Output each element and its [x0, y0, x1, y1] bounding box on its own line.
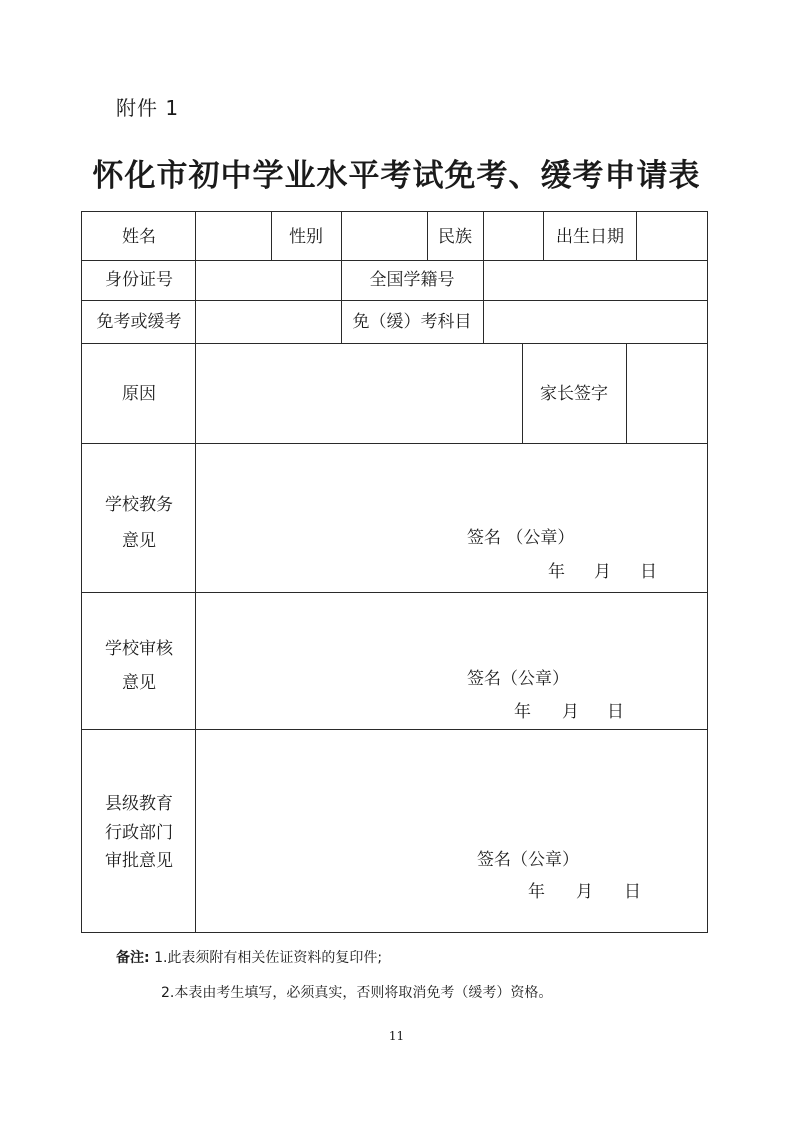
- table-border-bottom: [81, 932, 708, 933]
- column-divider: [341, 211, 342, 344]
- ethnicity-label: 民族: [438, 227, 472, 247]
- student-registry-label: 全国学籍号: [369, 270, 455, 290]
- table-border-top: [81, 211, 708, 212]
- page-number: 11: [388, 1029, 405, 1043]
- signature-seal-label: 签名 （公章）: [467, 528, 575, 548]
- name-label: 姓名: [122, 227, 156, 247]
- table-border-left: [81, 211, 82, 933]
- year-label: 年: [514, 702, 531, 722]
- year-label: 年: [548, 562, 565, 582]
- academic-affairs-label: 学校教务: [105, 495, 173, 515]
- subject-label: 免（缓）考科目: [352, 312, 472, 332]
- county-approval-label: 县级教育: [105, 794, 173, 814]
- row-divider: [81, 443, 708, 444]
- county-approval-label: 行政部门: [105, 823, 173, 843]
- row-divider: [81, 729, 708, 730]
- note-1: 1.此表须附有相关佐证资料的复印件;: [154, 950, 383, 966]
- month-label: 月: [562, 702, 579, 722]
- column-divider: [636, 211, 637, 261]
- row-divider: [81, 260, 708, 261]
- column-divider: [483, 211, 484, 344]
- exemption-or-deferral-label: 免考或缓考: [96, 312, 182, 332]
- note-line-1: [116, 947, 382, 967]
- day-label: 日: [607, 702, 624, 722]
- parent-signature-label: 家长签字: [540, 384, 608, 404]
- month-label: 月: [594, 562, 611, 582]
- row-divider: [81, 300, 708, 301]
- attachment-label: 附件 1: [116, 96, 180, 120]
- form-title: 怀化市初中学业水平考试免考、缓考申请表: [92, 158, 701, 194]
- day-label: 日: [640, 562, 657, 582]
- id-number-label: 身份证号: [105, 270, 173, 290]
- school-review-label: 意见: [122, 673, 156, 693]
- signature-seal-label: 签名（公章）: [467, 669, 569, 689]
- table-border-right: [707, 211, 708, 933]
- row-divider: [81, 343, 708, 344]
- row-divider: [81, 592, 708, 593]
- note-2: 2.本表由考生填写，必须真实，否则将取消免考（缓考）资格。: [161, 985, 553, 1001]
- column-divider: [195, 211, 196, 933]
- notes-prefix: 备注:: [116, 950, 150, 966]
- column-divider: [427, 211, 428, 261]
- signature-seal-label: 签名（公章）: [477, 850, 579, 870]
- column-divider: [522, 343, 523, 444]
- gender-label: 性别: [289, 227, 323, 247]
- academic-affairs-label: 意见: [122, 531, 156, 551]
- column-divider: [543, 211, 544, 261]
- school-review-label: 学校审核: [105, 639, 173, 659]
- year-label: 年: [528, 882, 545, 902]
- birthdate-label: 出生日期: [556, 227, 624, 247]
- reason-label: 原因: [122, 384, 156, 404]
- column-divider: [626, 343, 627, 444]
- month-label: 月: [576, 882, 593, 902]
- county-approval-label: 审批意见: [105, 851, 173, 871]
- day-label: 日: [624, 882, 641, 902]
- column-divider: [271, 211, 272, 261]
